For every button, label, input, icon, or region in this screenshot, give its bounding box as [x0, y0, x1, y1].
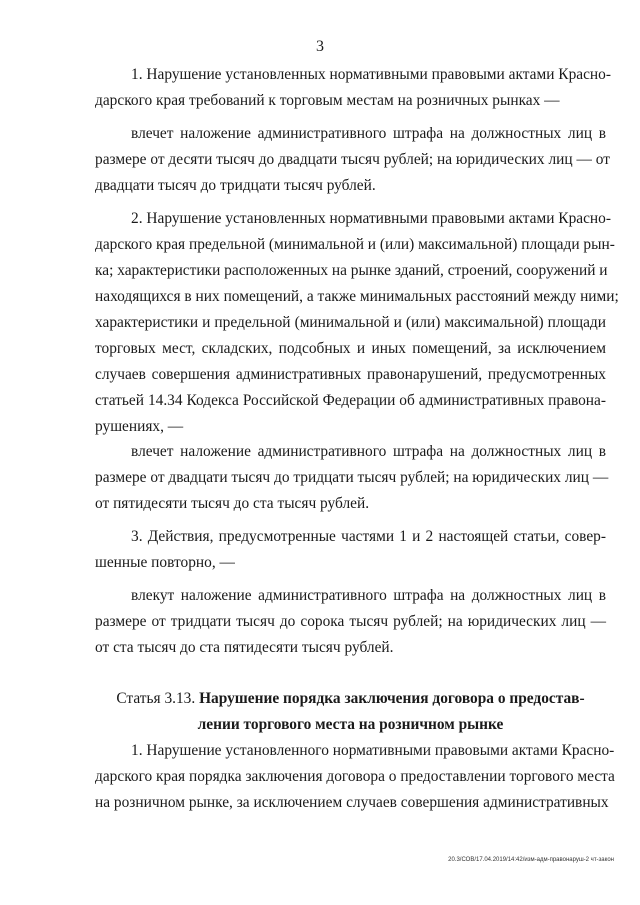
text-line: 2. Нарушение установленных нормативными правовыми актами Красно- [131, 210, 611, 227]
text-line: ка; характеристики расположенных на рынке зданий, строений, сооружений и [95, 262, 608, 279]
text-line: от ста тысяч до ста пятидесяти тысяч рублей. [95, 639, 394, 656]
text-line: на розничном рынке, за исключением случаев совершения административных [95, 794, 609, 811]
text-line: дарского края порядка заключения договора о предоставлении торгового места [95, 768, 615, 785]
text-line: влечет наложение административного штрафа на должностных лиц в [131, 443, 606, 460]
text-line: размере от тридцати тысяч до сорока тысяч рублей; на юридических лиц — [95, 613, 606, 630]
text-line: 1. Нарушение установленного нормативными правовыми актами Красно- [131, 742, 615, 759]
text-line: влечет наложение административного штрафа на должностных лиц в [131, 125, 606, 142]
text-line: находящихся в них помещений, а также минимальных расстояний между ними; [95, 288, 619, 305]
page-number: 3 [316, 38, 324, 55]
text-line: размере от десяти тысяч до двадцати тысяч рублей; на юридических лиц — от [95, 151, 610, 168]
text-line: дарского края требований к торговым местам на розничных рынках — [95, 92, 560, 109]
text-line: влекут наложение административного штрафа на должностных лиц в [131, 587, 606, 604]
article-number: Статья 3.13. [116, 690, 200, 707]
text-line: шенные повторно, — [95, 554, 235, 571]
text-line: 3. Действия, предусмотренные частями 1 и 2 настоящей статьи, совер- [131, 528, 606, 545]
article-title-line2: лении торгового места на розничном рынке [197, 716, 504, 733]
article-heading [95, 689, 606, 709]
text-line: статьей 14.34 Кодекса Российской Федерации об административных правона- [95, 392, 606, 409]
text-line: размере от двадцати тысяч до тридцати тысяч рублей; на юридических лиц — [95, 469, 609, 486]
text-line: дарского края предельной (минимальной и (или) максимальной) площади рын- [95, 236, 615, 253]
text-line: рушениях, — [95, 418, 184, 435]
text-line: торговых мест, складских, подсобных и иных помещений, за исключением [95, 340, 606, 357]
text-line: характеристики и предельной (минимальной и (или) максимальной) площади [95, 314, 606, 331]
text-line: двадцати тысяч до тридцати тысяч рублей. [95, 177, 376, 194]
text-line: случаев совершения административных правонарушений, предусмотренных [95, 366, 606, 383]
footer-note: 20.3/СОВ/17.04.2019/14:42/изм-адм-правонаруш-2 чт-закон [448, 857, 614, 863]
text-line: 1. Нарушение установленных нормативными правовыми актами Красно- [131, 66, 611, 83]
article-title-line1: Нарушение порядка заключения договора о предостав- [199, 690, 585, 707]
text-line: от пятидесяти тысяч до ста тысяч рублей. [95, 495, 370, 512]
